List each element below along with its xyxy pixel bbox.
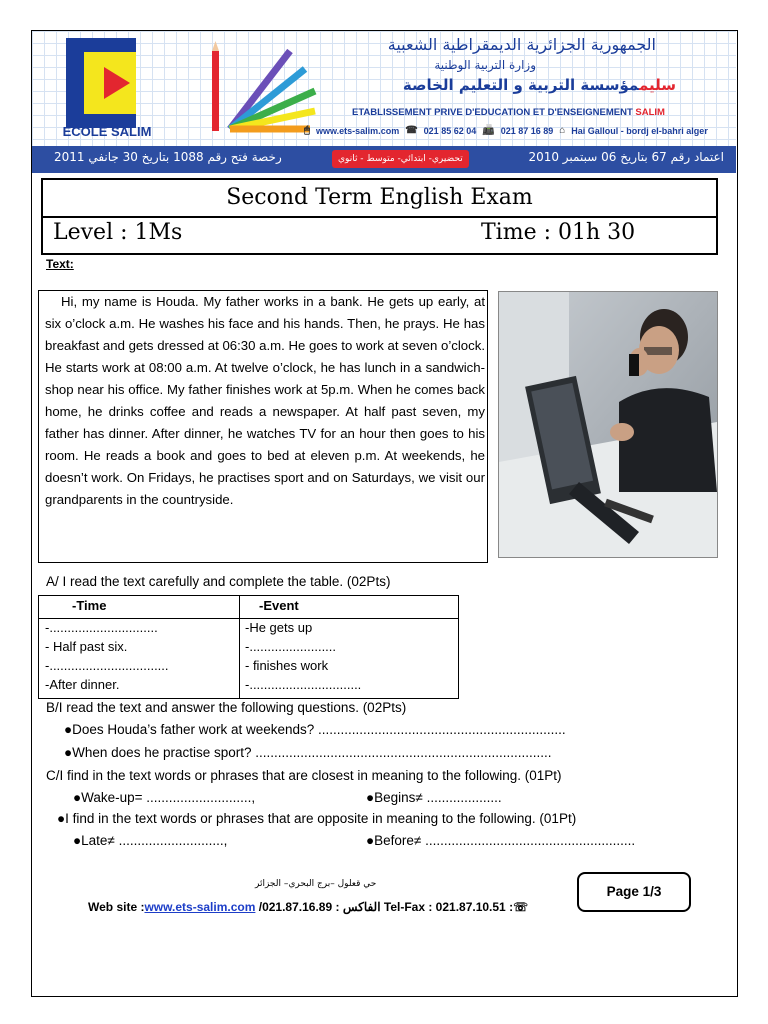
contact-address: Hai Galloul - bordj el-bahri alger bbox=[571, 125, 708, 136]
contact-line bbox=[304, 125, 708, 136]
table-cell-event[interactable]: -........................ bbox=[245, 639, 337, 654]
mouse-icon: 🖱 bbox=[304, 125, 310, 136]
pencils-illustration bbox=[210, 41, 320, 136]
french-title-text: ETABLISSEMENT PRIVE D'EDUCATION ET D'ENSEIGNEMENT bbox=[352, 107, 633, 118]
text-label: Text: bbox=[46, 257, 74, 271]
page-number: Page 1/3 bbox=[577, 872, 691, 912]
footer-contact bbox=[88, 900, 528, 914]
contact-fax: 021 87 16 89 bbox=[500, 125, 554, 136]
arabic-republic-title: الجمهورية الجزائرية الديمقراطية الشعبية bbox=[387, 35, 656, 54]
school-header bbox=[32, 31, 736, 146]
levels-badge: تحضيري- ابتدائي- متوسط - ثانوي bbox=[332, 150, 469, 168]
institution-name: سليم bbox=[638, 76, 676, 94]
table-cell-time[interactable]: -After dinner. bbox=[45, 677, 120, 692]
table-cell-event[interactable]: -............................... bbox=[245, 677, 362, 692]
column-header-time: -Time bbox=[72, 598, 107, 613]
accreditation-text: اعتماد رقم 67 بتاريخ 06 سبتمبر 2010 bbox=[528, 150, 724, 164]
question-2[interactable]: ●When does he practise sport? ............................................................................... bbox=[64, 745, 552, 760]
institution-label: مؤسسة التربية و التعليم الخاصة bbox=[402, 76, 639, 94]
antonym-begins[interactable]: ●Begins≠ .................... bbox=[366, 790, 502, 805]
license-text: رخصة فتح رقم 1088 بتاريخ 30 جانفي 2011 bbox=[54, 150, 282, 164]
exam-title-box bbox=[41, 178, 718, 255]
antonym-late[interactable]: ●Late≠ ............................, bbox=[73, 833, 228, 848]
web-label: Web site : bbox=[88, 900, 145, 914]
man-at-computer-photo bbox=[498, 291, 718, 558]
contact-phone: 021 85 62 04 bbox=[423, 125, 477, 136]
table-divider bbox=[239, 596, 240, 698]
reading-passage: Hi, my name is Houda. My father works in a bank. He gets up early, at six o’clock a.m. He washes his face and his hands. Then, he prays. He has breakfast and gets dressed at 06:30 a.m. He goes to work at seven o’clock. He starts work at 08:00 a.m. At twelve o’clock, he has lunch in a sandwich-shop near his office. My father finishes work at 5p.m. When he comes back home, he drinks coffee and reads a newspaper. At half past seven, my father has dinner. After dinner, he watches TV for an hour then goes to his room. He reads a book and goes to bed at eleven p.m. At weekends, he doesn’t work. On Fridays, he practises sport and on Saturdays, we visit our grandparents in the countryside. bbox=[45, 294, 485, 507]
logo-blue-top bbox=[84, 38, 136, 52]
logo-red-triangle bbox=[104, 67, 130, 99]
table-cell-event[interactable]: - finishes work bbox=[245, 658, 329, 673]
exam-level: Level : 1Ms bbox=[53, 220, 183, 245]
antonym-before[interactable]: ●Before≠ ........................................................ bbox=[366, 833, 636, 848]
logo-text: ECOLE SALIM bbox=[62, 124, 152, 139]
table-cell-time[interactable]: -................................. bbox=[45, 658, 169, 673]
arabic-institution-title bbox=[403, 76, 676, 94]
french-institution-title bbox=[352, 107, 665, 118]
website-link[interactable]: www.ets-salim.com bbox=[144, 900, 256, 914]
section-b-instruction: B/I read the text and answer the following questions. (02Pts) bbox=[46, 700, 407, 715]
exam-title: Second Term English Exam bbox=[43, 180, 716, 218]
phone-icon: ☎ bbox=[405, 125, 418, 136]
section-c-instruction: C/I find in the text words or phrases that are closest in meaning to the following. (01Pt) bbox=[46, 768, 562, 783]
tel-fax: /021.87.16.89 : الفاكس Tel-Fax : 021.87.10.51 :☏ bbox=[255, 900, 529, 914]
table-cell-time[interactable]: -.............................. bbox=[45, 620, 158, 635]
footer-arabic-address: حي قعلول –برج البحري– الجزائر bbox=[255, 879, 377, 889]
exam-time: Time : 01h 30 bbox=[481, 220, 636, 245]
arabic-ministry-title: وزارة التربية الوطنية bbox=[434, 58, 536, 72]
column-header-event: -Event bbox=[259, 598, 299, 613]
contact-website: www.ets-salim.com bbox=[316, 125, 400, 136]
home-icon: ⌂ bbox=[559, 125, 566, 136]
table-cell-event[interactable]: -He gets up bbox=[245, 620, 313, 635]
section-c-instruction-2: ●I find in the text words or phrases that are opposite in meaning to the following. (01Pt) bbox=[57, 811, 577, 826]
fax-icon: 📠 bbox=[482, 125, 495, 136]
time-event-table bbox=[38, 595, 459, 699]
table-cell-time[interactable]: - Half past six. bbox=[45, 639, 128, 654]
logo-blue-bar bbox=[66, 38, 84, 128]
accreditation-band bbox=[32, 146, 736, 173]
section-a-instruction: A/ I read the text carefully and complete the table. (02Pts) bbox=[46, 574, 391, 589]
french-title-name: SALIM bbox=[635, 107, 665, 118]
synonym-wake-up[interactable]: ●Wake-up= ............................, bbox=[73, 790, 256, 805]
question-1[interactable]: ●Does Houda’s father work at weekends? .................................................................. bbox=[64, 722, 566, 737]
